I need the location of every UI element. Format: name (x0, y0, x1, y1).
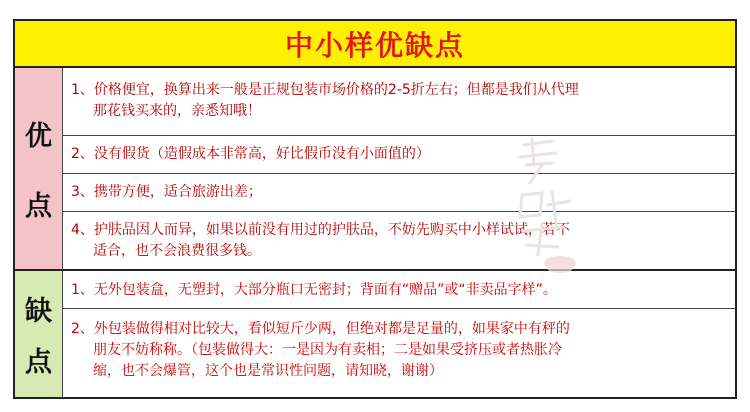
pros-label-char: 点 (25, 191, 52, 223)
pros-item-line: 2、没有假货（造假成本非常高，好比假币没有小面值的） (71, 146, 430, 162)
cons-item-line: 1、无外包装盒，无塑封，大部分瓶口无密封；背面有“赠品”或“非卖品字样”。 (71, 282, 557, 298)
cons-item-line: 朋友不妨称称。（包装做得大：一是因为有卖相；二是如果受挤压或者热胀冷 (93, 342, 562, 358)
cons-item-line: 缩，也不会爆管，这个也是常识性问题，请知晓，谢谢） (93, 363, 443, 379)
pros-item (63, 212, 735, 271)
pros-item-line: 那花钱买来的，亲悉知哦！ (93, 103, 261, 119)
cons-item-line: 2、外包装做得相对比较大，看似短斤少两，但绝对都是足量的，如果家中有秤的 (71, 321, 570, 337)
pros-item-line: 1、价格便宜，换算出来一般是正规包装市场价格的2-5折左右；但都是我们从代理 (71, 82, 579, 98)
pros-item (63, 136, 735, 174)
cons-item (63, 309, 735, 397)
pros-item (63, 68, 735, 136)
cons-label-char: 点 (25, 347, 52, 378)
pros-item-line: 4、护肤品因人而异，如果以前没有用过的护肤品，不妨先购买中小样试试，若不 (71, 222, 570, 238)
pros-item-line: 3、携带方便，适合旅游出差； (71, 184, 262, 200)
pros-label-cell (15, 68, 63, 271)
cons-label-char: 缺 (25, 296, 52, 327)
pros-cons-table (13, 19, 737, 399)
pros-label-char: 优 (25, 120, 52, 152)
pros-item-line: 适合，也不会浪费很多钱。 (93, 243, 261, 259)
cons-label-cell (15, 271, 63, 397)
table-title-bar (15, 21, 735, 68)
pros-item (63, 174, 735, 212)
cons-item (63, 271, 735, 309)
table-title: 中小样优缺点 (284, 28, 465, 62)
